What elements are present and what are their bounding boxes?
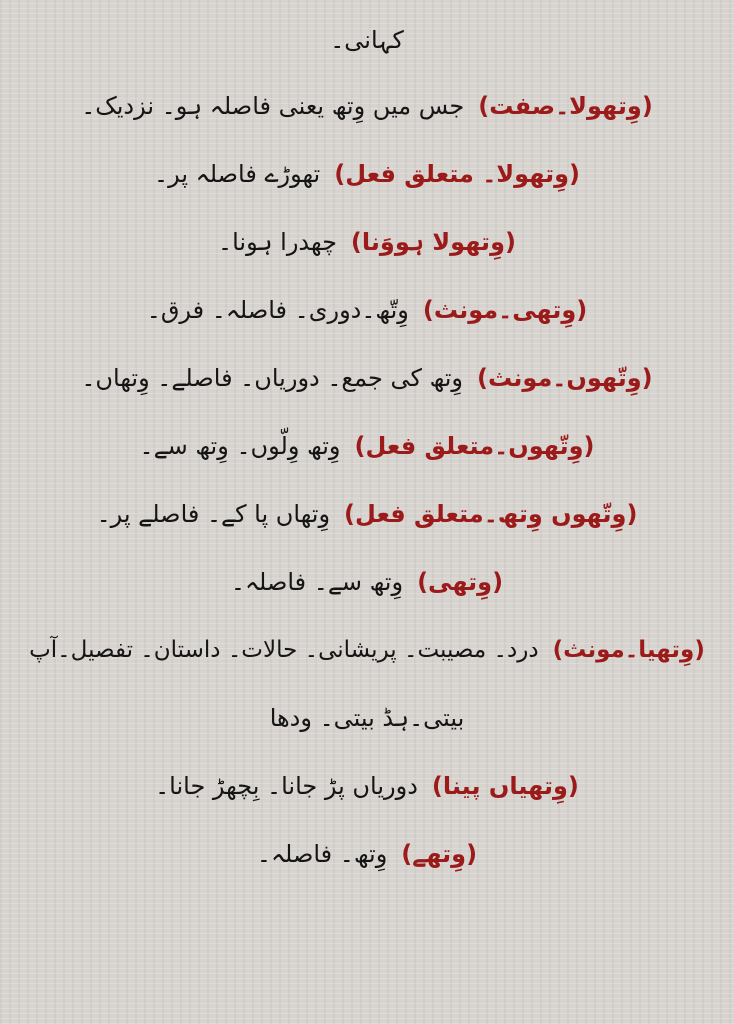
entry-line: [18, 484, 716, 552]
entry-line: [18, 76, 716, 144]
entry-headword: (وِتھولا۔صفت): [478, 92, 653, 120]
entry-definition: وِتھاں پا کے۔ فاصلے پر۔: [96, 500, 331, 528]
entry-definition: وِتھ کی جمع۔ دوریاں۔ فاصلے۔ وِتھاں۔: [81, 364, 464, 392]
entry-line: [18, 824, 716, 892]
entry-line: [18, 144, 716, 212]
entry-line: [18, 348, 716, 416]
entry-definition: بیتی۔ہڈ بیتی۔ ودھا: [269, 704, 465, 732]
entry-line-continuation: [18, 688, 716, 756]
entry-line: [18, 212, 716, 280]
entry-line: [18, 280, 716, 348]
entry-definition: کہانی۔: [330, 26, 404, 54]
entry-headword: (وِتّھوں۔مونث): [477, 364, 653, 392]
entry-definition: درد۔ مصیبت۔ پریشانی۔ حالات۔ داستان۔ تفصیل۔آپ: [29, 637, 539, 663]
entry-headword: (وِتّھوں۔متعلق فعل): [354, 432, 595, 460]
entry-headword: (وِتھولا۔ متعلق فعل): [334, 160, 580, 188]
entry-definition: تھوڑے فاصلہ پر۔: [154, 160, 321, 188]
entry-headword: (وِتھولا ہووَنا): [350, 228, 516, 256]
entry-headword: (وِتھیا۔مونث): [552, 637, 705, 663]
entry-line: [18, 416, 716, 484]
entry-headword: (وِتھیاں پینا): [431, 772, 579, 800]
entry-definition: دوریاں پڑ جانا۔ بِچھڑ جانا۔: [155, 772, 418, 800]
entry-headword: (وِتھی): [417, 568, 504, 596]
entry-line: [18, 552, 716, 620]
entry-definition: وِتھ وِلّوں۔ وِتھ سے۔: [139, 432, 341, 460]
entry-headword: (وِتھی۔مونث): [422, 296, 588, 324]
entry-definition: وِتھ سے۔ فاصلہ۔: [230, 568, 404, 596]
entry-headword: (وِتّھوں وِتھ۔متعلق فعل): [344, 500, 638, 528]
entry-line: [18, 20, 716, 76]
entry-definition: جس میں وِتھ یعنی فاصلہ ہو۔ نزدیک۔: [81, 92, 465, 120]
entry-line: [18, 756, 716, 824]
entry-definition: وِتّھ۔دوری۔ فاصلہ۔ فرق۔: [146, 296, 409, 324]
entry-headword: (وِتھے): [401, 840, 478, 868]
entry-definition: چھدرا ہونا۔: [218, 228, 337, 256]
entry-line: [18, 620, 716, 688]
entry-definition: وِتھ۔ فاصلہ۔: [256, 840, 388, 868]
